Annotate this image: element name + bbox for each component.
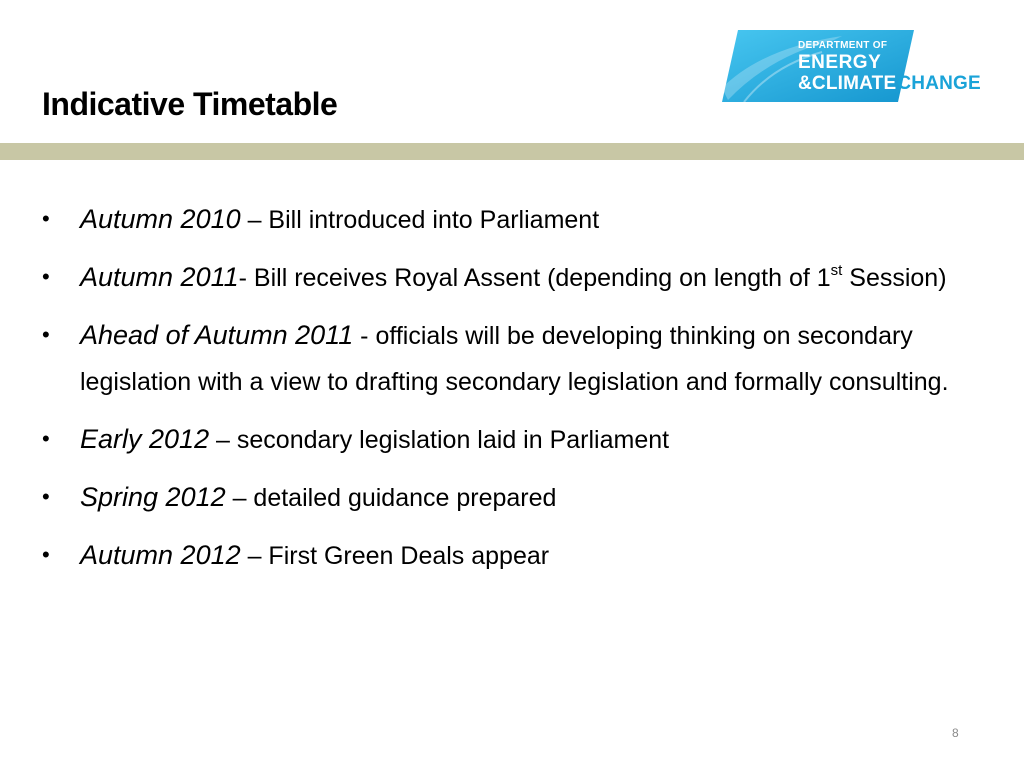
bullet-dot: •: [42, 264, 50, 289]
bullet-dot: •: [42, 322, 50, 347]
bullet-separator: –: [209, 426, 237, 454]
bullet-separator: –: [240, 542, 269, 570]
logo-text-climate: &CLIMATE: [798, 73, 897, 94]
logo-text-change: CHANGE: [897, 73, 981, 94]
page-number: 8: [952, 726, 959, 740]
bullet-description: detailed guidance prepared: [253, 484, 557, 512]
bullet-description: officials will be developing thinking on secondary legislation with a view to drafting secondary legislation and formally consulting.: [80, 322, 949, 396]
bullet-separator: -: [353, 322, 376, 350]
bullet-item: [36, 196, 976, 243]
logo-text-climate-change: [798, 74, 981, 93]
bullet-description: Bill introduced into Parliament: [268, 206, 600, 234]
bullet-period: Early 2012: [80, 424, 210, 454]
bullet-item: [36, 416, 976, 463]
bullet-description: Bill receives Royal Assent (depending on length of 1: [253, 264, 831, 292]
bullet-description: secondary legislation laid in Parliament: [236, 426, 670, 454]
bullet-item: [36, 254, 976, 301]
bullet-description: First Green Deals appear: [268, 542, 550, 570]
bullet-period: Autumn 2010: [80, 204, 241, 234]
bullet-period: Spring 2012: [80, 482, 226, 512]
decc-logo: [722, 30, 992, 104]
bullet-description-continued: Session): [842, 264, 947, 292]
bullet-dot: •: [42, 542, 50, 567]
bullet-separator: –: [240, 206, 269, 234]
timetable-bullet-list: [36, 196, 976, 590]
bullet-dot: •: [42, 206, 50, 231]
bullet-separator: –: [225, 484, 254, 512]
logo-text-department: DEPARTMENT OF: [798, 40, 888, 51]
bullet-period: Autumn 2012: [80, 540, 241, 570]
bullet-superscript: st: [830, 262, 843, 279]
bullet-item: [36, 312, 976, 405]
bullet-separator: -: [238, 264, 254, 292]
logo-text-energy: ENERGY: [798, 52, 882, 73]
slide-title: Indicative Timetable: [42, 86, 338, 122]
bullet-period: Autumn 2011: [80, 262, 239, 292]
bullet-period: Ahead of Autumn 2011: [80, 320, 354, 350]
bullet-item: [36, 532, 976, 579]
bullet-dot: •: [42, 484, 50, 509]
title-divider-bar: [0, 143, 1024, 160]
bullet-item: [36, 474, 976, 521]
bullet-dot: •: [42, 426, 50, 451]
